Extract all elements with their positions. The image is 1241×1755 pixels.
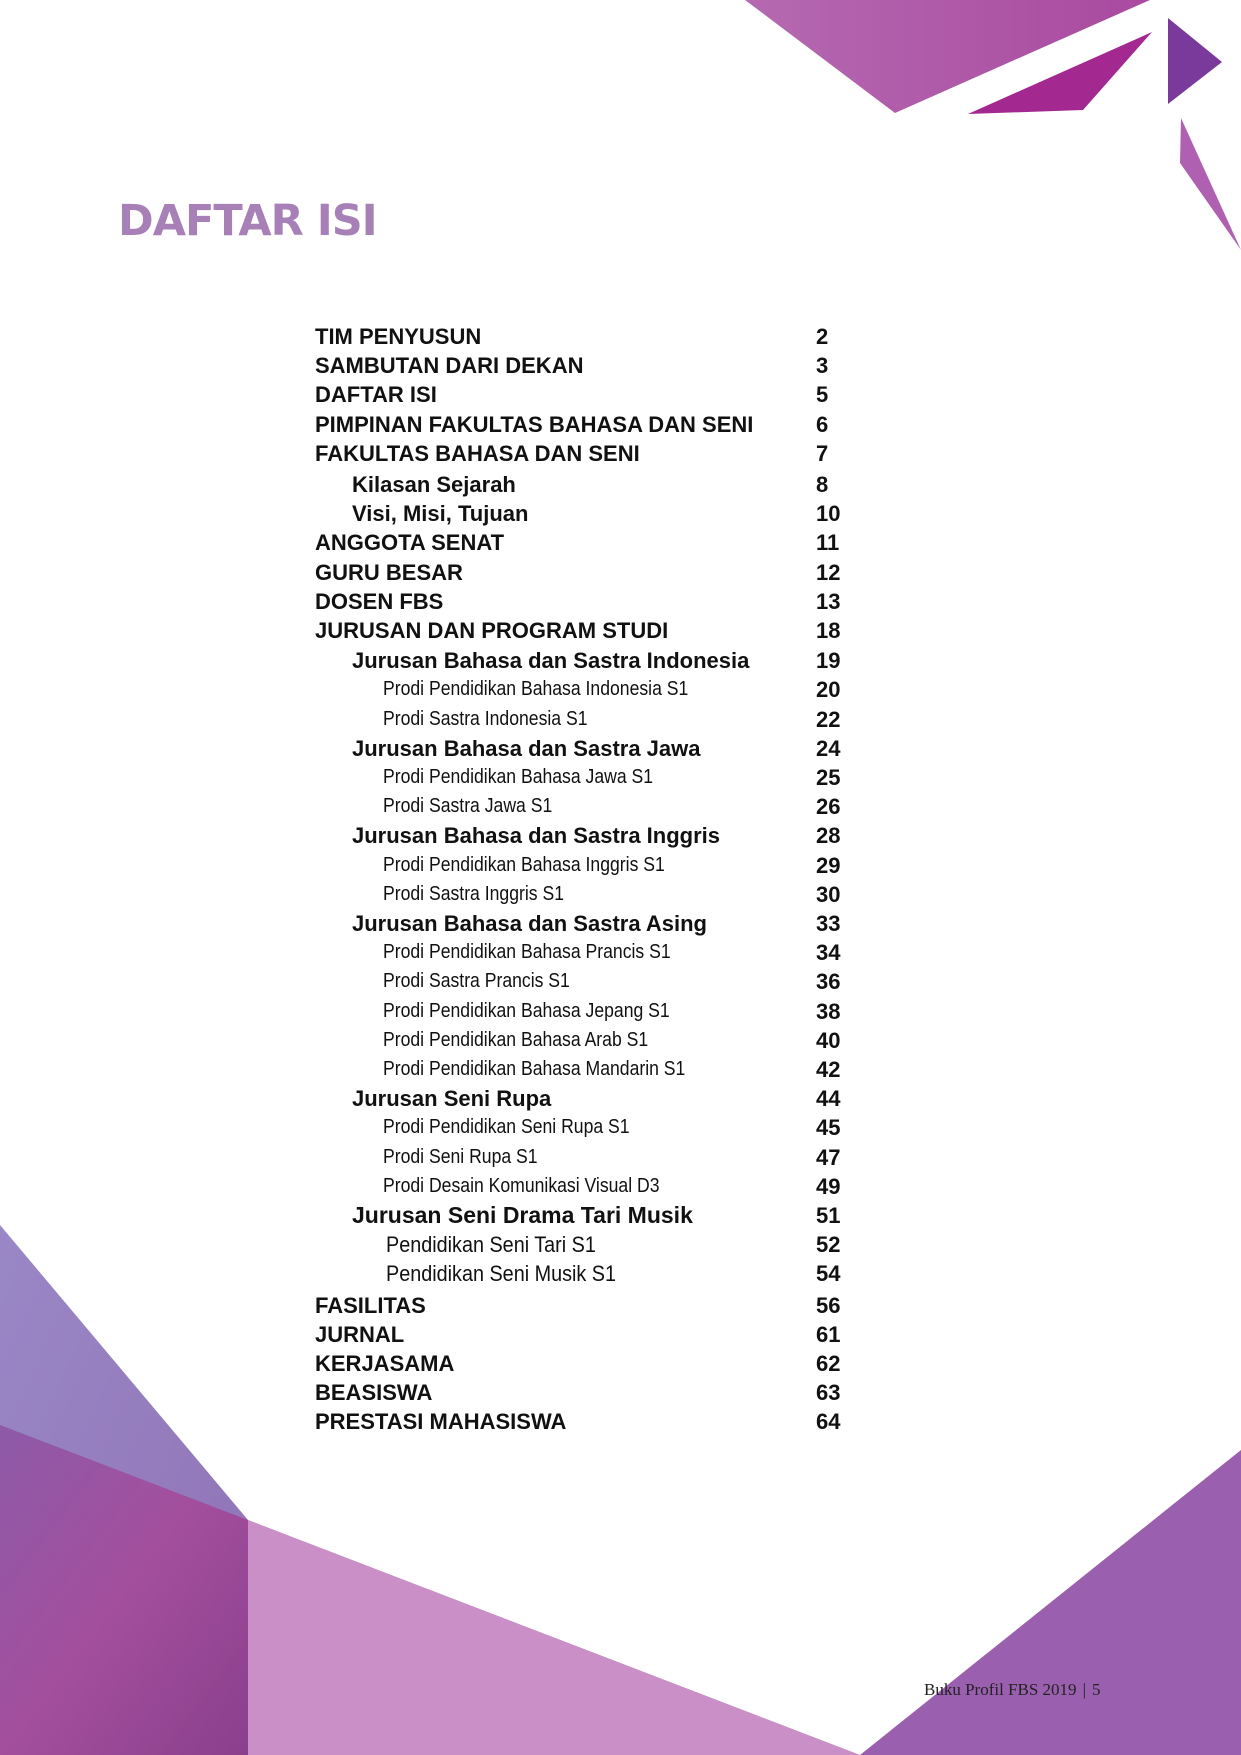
toc-entry-label: BEASISWA xyxy=(315,1380,433,1405)
toc-entry[interactable] xyxy=(0,997,1241,1026)
toc-entry-page: 18 xyxy=(816,618,841,643)
toc-entry-label: FAKULTAS BAHASA DAN SENI xyxy=(315,441,640,466)
toc-entry-label: Prodi Sastra Jawa S1 xyxy=(383,795,553,817)
toc-entry-label: DOSEN FBS xyxy=(315,589,444,614)
toc-entry-label: SAMBUTAN DARI DEKAN xyxy=(315,353,584,378)
toc-entry[interactable] xyxy=(0,763,1241,792)
toc-entry-page: 49 xyxy=(816,1174,841,1199)
footer-separator: | xyxy=(1082,1680,1086,1699)
toc-entry-page: 61 xyxy=(816,1322,841,1347)
toc-entry-page: 45 xyxy=(816,1115,841,1140)
toc-entry[interactable] xyxy=(0,1230,1241,1259)
toc-entry[interactable] xyxy=(0,1026,1241,1055)
toc-entry-page: 40 xyxy=(816,1028,841,1053)
toc-entry[interactable] xyxy=(0,439,1241,468)
toc-entry-label: Kilasan Sejarah xyxy=(352,472,516,497)
toc-entry[interactable] xyxy=(0,1055,1241,1084)
toc-entry[interactable] xyxy=(0,675,1241,704)
toc-entry-page: 47 xyxy=(816,1145,841,1170)
toc-entry-page: 2 xyxy=(816,324,829,349)
toc-entry-page: 26 xyxy=(816,794,841,819)
toc-entry-page: 13 xyxy=(816,589,841,614)
toc-entry[interactable] xyxy=(0,558,1241,587)
toc-entry-label: Jurusan Bahasa dan Sastra Inggris xyxy=(352,823,721,848)
toc-entry[interactable] xyxy=(0,938,1241,967)
toc-entry[interactable] xyxy=(0,616,1241,645)
toc-entry-page: 63 xyxy=(816,1380,841,1405)
toc-entry-page: 25 xyxy=(816,765,841,790)
toc-entry[interactable] xyxy=(0,705,1241,734)
toc-entry-label: Pendidikan Seni Tari S1 xyxy=(386,1232,596,1257)
toc-entry-label: PIMPINAN FAKULTAS BAHASA DAN SENI xyxy=(315,412,754,437)
toc-entry-page: 12 xyxy=(816,560,841,585)
toc-entry[interactable] xyxy=(0,851,1241,880)
toc-entry-page: 28 xyxy=(816,823,841,848)
toc-entry-label: KERJASAMA xyxy=(315,1351,455,1376)
toc-entry-page: 6 xyxy=(816,412,829,437)
toc-entry-label: PRESTASI MAHASISWA xyxy=(315,1409,567,1434)
toc-entry-page: 56 xyxy=(816,1293,841,1318)
toc-entry[interactable] xyxy=(0,967,1241,996)
toc-entry[interactable] xyxy=(0,880,1241,909)
toc-entry[interactable] xyxy=(0,410,1241,439)
toc-entry[interactable] xyxy=(0,499,1241,528)
toc-entry-label: DAFTAR ISI xyxy=(315,382,437,407)
toc-entry-label: Jurusan Seni Drama Tari Musik xyxy=(352,1202,693,1228)
toc-entry[interactable] xyxy=(0,1201,1241,1230)
toc-entry[interactable] xyxy=(0,1113,1241,1142)
toc-entry-label: ANGGOTA SENAT xyxy=(315,530,505,555)
toc-entry[interactable] xyxy=(0,322,1241,351)
toc-entry-page: 20 xyxy=(816,677,841,702)
toc-entry-page: 38 xyxy=(816,999,841,1024)
toc-entry[interactable] xyxy=(0,1172,1241,1201)
toc-entry-label: Prodi Desain Komunikasi Visual D3 xyxy=(383,1175,660,1197)
page-footer xyxy=(924,1680,1100,1700)
toc-entry-page: 51 xyxy=(816,1203,841,1228)
toc-entry[interactable] xyxy=(0,1378,1241,1407)
toc-entry-page: 5 xyxy=(816,382,829,407)
toc-entry-page: 8 xyxy=(816,472,829,497)
toc-entry-page: 34 xyxy=(816,940,841,965)
toc-entry-label: Prodi Pendidikan Bahasa Inggris S1 xyxy=(383,854,665,876)
footer-book-title: Buku Profil FBS 2019 xyxy=(924,1680,1077,1699)
toc-entry-label: Prodi Pendidikan Seni Rupa S1 xyxy=(383,1116,630,1138)
toc-entry[interactable] xyxy=(0,528,1241,557)
toc-entry-label: Prodi Sastra Inggris S1 xyxy=(383,883,564,905)
toc-entry[interactable] xyxy=(0,792,1241,821)
toc-entry-page: 24 xyxy=(816,736,841,761)
toc-entry[interactable] xyxy=(0,909,1241,938)
toc-entry[interactable] xyxy=(0,470,1241,499)
toc-entry-page: 10 xyxy=(816,501,841,526)
toc-entry-page: 3 xyxy=(816,353,829,378)
toc-entry[interactable] xyxy=(0,821,1241,850)
toc-entry-page: 30 xyxy=(816,882,841,907)
toc-entry-page: 52 xyxy=(816,1232,841,1257)
toc-entry-label: TIM PENYUSUN xyxy=(315,324,482,349)
toc-entry-label: Visi, Misi, Tujuan xyxy=(352,501,529,526)
toc-entry-label: Jurusan Bahasa dan Sastra Indonesia xyxy=(352,648,750,673)
toc-entry-page: 7 xyxy=(816,441,829,466)
toc-entry-label: Prodi Pendidikan Bahasa Prancis S1 xyxy=(383,941,671,963)
toc-entry-label: Prodi Pendidikan Bahasa Mandarin S1 xyxy=(383,1058,686,1080)
toc-entry[interactable] xyxy=(0,646,1241,675)
toc-entry-label: Prodi Pendidikan Bahasa Jawa S1 xyxy=(383,766,654,788)
toc-entry[interactable] xyxy=(0,587,1241,616)
toc-entry-label: Jurusan Seni Rupa xyxy=(352,1086,552,1111)
toc-entry-page: 22 xyxy=(816,707,841,732)
toc-entry-label: Jurusan Bahasa dan Sastra Asing xyxy=(352,911,707,936)
toc-entry-label: FASILITAS xyxy=(315,1293,426,1318)
toc-entry-label: Prodi Pendidikan Bahasa Arab S1 xyxy=(383,1029,649,1051)
toc-entry[interactable] xyxy=(0,1291,1241,1320)
toc-entry[interactable] xyxy=(0,1259,1241,1288)
toc-entry-label: Prodi Pendidikan Bahasa Jepang S1 xyxy=(383,1000,670,1022)
toc-entry-page: 11 xyxy=(816,530,840,555)
toc-entry-label: Pendidikan Seni Musik S1 xyxy=(386,1261,617,1286)
toc-entry-label: Prodi Pendidikan Bahasa Indonesia S1 xyxy=(383,678,689,700)
toc-entry-page: 62 xyxy=(816,1351,841,1376)
toc-entry-label: JURNAL xyxy=(315,1322,405,1347)
toc-entry[interactable] xyxy=(0,380,1241,409)
toc-entry[interactable] xyxy=(0,351,1241,380)
toc-entry-label: Prodi Sastra Indonesia S1 xyxy=(383,708,588,730)
toc-entry-label: Prodi Sastra Prancis S1 xyxy=(383,970,570,992)
toc-entry-label: Prodi Seni Rupa S1 xyxy=(383,1146,538,1168)
toc-entry-page: 19 xyxy=(816,648,841,673)
toc-entry-page: 36 xyxy=(816,969,841,994)
footer-page-number: 5 xyxy=(1091,1680,1101,1699)
toc-entry-page: 44 xyxy=(816,1086,841,1111)
toc-entry-page: 29 xyxy=(816,853,841,878)
toc-entry-label: GURU BESAR xyxy=(315,560,463,585)
toc-entry-page: 54 xyxy=(816,1261,841,1286)
toc-entry-page: 33 xyxy=(816,911,841,936)
toc-entry-page: 42 xyxy=(816,1057,841,1082)
toc-entry-page: 64 xyxy=(816,1409,841,1434)
toc-entry[interactable] xyxy=(0,734,1241,763)
toc-entry[interactable] xyxy=(0,1084,1241,1113)
page-title: DAFTAR ISI xyxy=(118,196,377,246)
toc-entry[interactable] xyxy=(0,1320,1241,1349)
toc-entry-label: JURUSAN DAN PROGRAM STUDI xyxy=(315,618,669,643)
toc-entry[interactable] xyxy=(0,1143,1241,1172)
toc-entry-label: Jurusan Bahasa dan Sastra Jawa xyxy=(352,736,701,761)
toc-entry[interactable] xyxy=(0,1349,1241,1378)
toc-entry[interactable] xyxy=(0,1407,1241,1436)
